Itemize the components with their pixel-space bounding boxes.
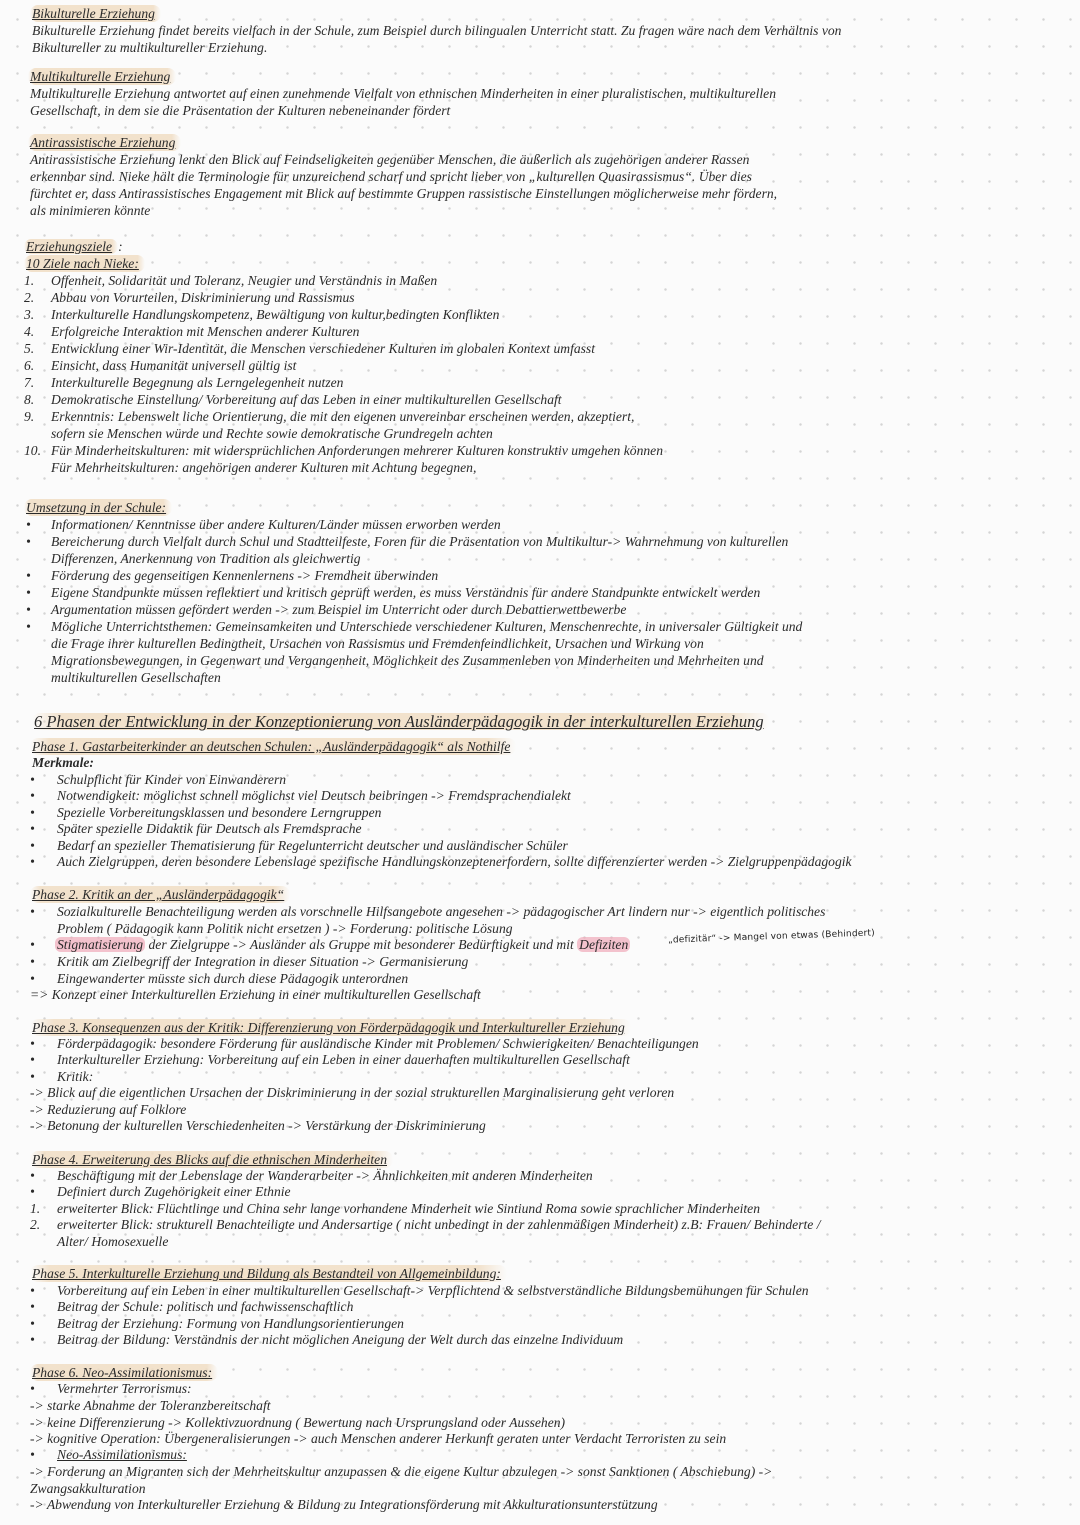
ziele-heading-wrap (24, 238, 123, 255)
phase6-a3: -> kognitive Operation: Übergeneralisierungen -> auch Menschen anderer Herkunft geraten unter Verdacht Terroristen zu sein (30, 1431, 727, 1446)
phase4-heading: Phase 4. Erweiterung des Blicks auf die ethnischen Minderheiten (30, 1151, 393, 1168)
ziel-item: Entwicklung einer Wir-Identität, die Menschen verschiedener Kulturen im globalen Kontext umfasst (51, 341, 595, 356)
bullet-dot: • (30, 1447, 35, 1462)
antirassistisch-heading: Antirassistische Erziehung (28, 134, 181, 151)
phase6-a4: -> Forderung an Migranten sich der Mehrheitskultur anzupassen & die eigene Kultur abzulegen -> sonst Sanktionen ( Abschiebung) -> (30, 1464, 773, 1479)
phase5-item: Vorbereitung auf ein Leben in einer multikulturellen Gesellschaft-> Verpflichtend & selbstverständliche Bildungsbemühungen für Schulen (57, 1283, 809, 1298)
phase6-a6: -> Abwendung von Interkultureller Erziehung & Bildung zu Integrationsförderung mit Akkulturationsunterstützung (30, 1497, 658, 1512)
bullet-dot: • (26, 534, 31, 549)
umsetzung-item: Migrationsbewegungen, in Gegenwart und Vergangenheit, Möglichkeit des Zusammenleben von Minderheiten und Mehrheiten und (51, 653, 764, 668)
antirassistisch-line-2: erkennbar sind. Nieke hält die Terminologie für unzureichend scharf und spricht lieber von „kulturellen Quasirassismus“. Über dies (30, 169, 752, 184)
ziel-item: Interkulturelle Begegnung als Lerngelegenheit nutzen (51, 375, 344, 390)
phase2-item2 (55, 936, 630, 953)
phase2-bullet-1 (30, 903, 35, 920)
bullet-dot: • (30, 1283, 35, 1298)
antirassistisch-line-4: als minimieren könnte (30, 203, 151, 218)
phase6-a5: Zwangsakkulturation (30, 1481, 146, 1496)
bikulturell-line-1: Bikulturelle Erziehung findet bereits vielfach in der Schule, zum Beispiel durch bilingualen Unterricht statt. Zu fragen wäre nach dem Verhältnis von (32, 23, 842, 38)
phase2-item1a: Sozialkulturelle Benachteiligung werden als vorschnelle Hilfsangebote angesehen -> pädagogischer Art lindern nur -> eigentlich politisches (57, 904, 826, 919)
bikulturell-line-2: Bikultureller zu multikultureller Erziehung. (32, 40, 268, 55)
bullet-dot: • (30, 954, 35, 969)
phasen-title: 6 Phasen der Entwicklung in der Konzeptionierung von Ausländerpädagogik in der interkulturellen Erziehung (32, 713, 770, 730)
bullet-dot: • (30, 821, 35, 836)
phase4-item: Beschäftigung mit der Lebenslage der Wanderarbeiter -> Ähnlichkeiten mit anderen Minderheiten (57, 1168, 593, 1183)
phase3-heading: Phase 3. Konsequenzen aus der Kritik: Differenzierung von Förderpädagogik und Interkultureller Erziehung (30, 1019, 631, 1036)
bullet-dot: • (30, 838, 35, 853)
phase4-item: erweiterter Blick: Flüchtlinge und China sehr lange vorhandene Minderheit wie Sintiund Roma sowie sprachlicher Minderheiten (57, 1201, 760, 1216)
bullet-dot: • (30, 1036, 35, 1051)
bullet-dot: • (30, 805, 35, 820)
ziele-subheading: 10 Ziele nach Nieke: (24, 255, 145, 272)
bullet-dot: • (30, 1381, 35, 1396)
phase6-bullet-1 (30, 1380, 35, 1397)
ziel-number: 2. (24, 290, 35, 305)
bikulturell-heading: Bikulturelle Erziehung (30, 5, 161, 22)
phase3-arrow-line: -> Reduzierung auf Folklore (30, 1102, 187, 1117)
phase2-item1b: Problem ( Pädagogik kann Politik nicht ersetzen ) -> Forderung: politische Lösung (57, 921, 513, 936)
bullet-dot: • (30, 1316, 35, 1331)
ziel-item: Für Mehrheitskulturen: angehörigen anderer Kulturen mit Achtung begegnen, (51, 460, 477, 475)
phase3-item: Kritik: (57, 1069, 94, 1084)
ziel-number: 3. (24, 307, 35, 322)
bullet-dot: • (26, 517, 31, 532)
phase4-item: erweiterter Blick: strukturell Benachteiligte und Andersartige ( nicht unbedingt in der zahlenmäßigen Minderheit) z.B: Frauen/ Behinderte / (57, 1217, 821, 1232)
umsetzung-item: Bereicherung durch Vielfalt durch Schul und Stadtteilfeste, Foren für die Präsentation von Multikultur-> Wahrnehmung von kulturellen (51, 534, 789, 549)
phase4-item: Alter/ Homosexuelle (57, 1234, 169, 1249)
phase2-item4: Eingewanderter müsste sich durch diese Pädagogik unterordnen (57, 971, 409, 986)
bullet-marker: 2. (30, 1217, 41, 1232)
ziel-item: Demokratische Einstellung/ Vorbereitung auf das Leben in einer multikulturellen Gesellschaft (51, 392, 562, 407)
phase1-item: Schulpflicht für Kinder von Einwanderern (57, 772, 287, 787)
ziel-number: 4. (24, 324, 35, 339)
phase3-item: Interkultureller Erziehung: Vorbereitung auf ein Leben in einer dauerhaften multikulturellen Gesellschaft (57, 1052, 630, 1067)
bullet-marker: • (30, 1168, 35, 1183)
phase1-heading: Phase 1. Gastarbeiterkinder an deutschen Schulen: „Ausländerpädagogik“ als Nothilfe (30, 738, 516, 755)
bullet-dot: • (26, 602, 31, 617)
ziel-number: 7. (24, 375, 35, 390)
phase1-item: Spezielle Vorbereitungsklassen und besondere Lerngruppen (57, 805, 382, 820)
ziel-number: 10. (24, 443, 41, 458)
umsetzung-heading: Umsetzung in der Schule: (24, 499, 172, 516)
handwritten-note: „defizitär“ -> Mangel von etwas (Behindert) (667, 928, 876, 946)
phase2-item3: Kritik am Zielbegriff der Integration in dieser Situation -> Germanisierung (57, 954, 469, 969)
ziel-item: Abbau von Vorurteilen, Diskriminierung und Rassismus (51, 290, 355, 305)
bullet-dot: • (30, 937, 35, 952)
phase2-bullet-3 (30, 953, 35, 970)
phase4-item: Definiert durch Zugehörigkeit einer Ethnie (57, 1184, 291, 1199)
umsetzung-item: die Frage ihrer kulturellen Bedingtheit, Ursachen von Rassismus und Fremdenfeindlichkeit, Ursachen und Wirkung von (51, 636, 704, 651)
bullet-dot: • (30, 904, 35, 919)
phase2-heading: Phase 2. Kritik an der „Ausländerpädagogik“ (30, 886, 290, 903)
phase1-merkmale: Merkmale: (32, 755, 94, 770)
phase3-item: Förderpädagogik: besondere Förderung für ausländische Kinder mit Problemen/ Schwierigkeiten/ Benachteiligungen (57, 1036, 699, 1051)
ziele-heading-colon: : (118, 239, 123, 254)
phase5-item: Beitrag der Schule: politisch und fachwissenschaftlich (57, 1299, 354, 1314)
bullet-dot: • (30, 1069, 35, 1084)
ziel-number: 8. (24, 392, 35, 407)
multikulturell-line-2: Gesellschaft, in dem sie die Präsentation der Kulturen nebeneinander fördert (30, 103, 451, 118)
phase6-heading: Phase 6. Neo-Assimilationismus: (30, 1364, 218, 1381)
stigmatisierung-highlight: Stigmatisierung (57, 937, 144, 952)
phase2-bullet-4 (30, 970, 35, 987)
ziel-number: 9. (24, 409, 35, 424)
phase1-item: Später spezielle Didaktik für Deutsch als Fremdsprache (57, 821, 362, 836)
bullet-dot: • (30, 1299, 35, 1314)
multikulturell-heading: Multikulturelle Erziehung (28, 68, 176, 85)
ziel-item: Offenheit, Solidarität und Toleranz, Neugier und Verständnis in Maßen (51, 273, 438, 288)
phase6-b1: Vermehrter Terrorismus: (57, 1381, 192, 1396)
phase5-item: Beitrag der Bildung: Verständnis der nicht möglichen Aneigung der Welt durch das einzelne Individuum (57, 1332, 624, 1347)
ziel-number: 6. (24, 358, 35, 373)
bullet-dot: • (30, 971, 35, 986)
ziel-item: Erkenntnis: Lebenswelt liche Orientierung, die mit den eigenen unvereinbar erscheinen werden, akzeptiert, (51, 409, 635, 424)
phase2-item2-mid: der Zielgruppe -> Ausländer als Gruppe mit besonderer Bedürftigkeit und mit (145, 937, 578, 952)
phase1-item: Notwendigkeit: möglichst schnell möglichst viel Deutsch beibringen -> Fremdsprachendialekt (57, 788, 571, 803)
umsetzung-item: multikulturellen Gesellschaften (51, 670, 221, 685)
ziel-item: sofern sie Menschen würde und Rechte sowie demokratische Grundregeln achten (51, 426, 493, 441)
bullet-marker: 1. (30, 1201, 41, 1216)
phase1-item: Auch Zielgruppen, deren besondere Lebenslage spezifische Handlungskonzeptenerfordern, sollte differenzierter werden -> Zielgruppenpädagogik (57, 854, 852, 869)
multikulturell-line-1: Multikulturelle Erziehung antwortet auf einen zunehmende Vielfalt von ethnischen Minderheiten in einer pluralistischen, multikulturellen (30, 86, 777, 101)
ziel-item: Interkulturelle Handlungskompetenz, Bewältigung von kultur,bedingten Konflikten (51, 307, 500, 322)
phase6-a2: -> keine Differenzierung -> Kollektivzuordnung ( Bewertung nach Ursprungsland oder Aussehen) (30, 1415, 566, 1430)
phase2-bullet-2 (30, 936, 35, 953)
bullet-dot: • (26, 585, 31, 600)
umsetzung-item: Förderung des gegenseitigen Kennenlernens -> Fremdheit überwinden (51, 568, 439, 583)
phase2-result: => Konzept einer Interkulturellen Erziehung in einer multikulturellen Gesellschaft (30, 987, 481, 1002)
ziel-item: Erfolgreiche Interaktion mit Menschen anderer Kulturen (51, 324, 360, 339)
defiziten-highlight: Defiziten (579, 937, 629, 952)
umsetzung-item: Argumentation müssen gefördert werden -> zum Beispiel im Unterricht oder durch Debattierwettbewerbe (51, 602, 627, 617)
ziele-heading: Erziehungsziele (24, 239, 118, 254)
bullet-dot: • (26, 619, 31, 634)
phase3-arrow-line: -> Blick auf die eigentlichen Ursachen der Diskriminierung in der sozial strukturellen Marginalisierung geht verloren (30, 1085, 675, 1100)
ziel-item: Einsicht, dass Humanität universell gültig ist (51, 358, 297, 373)
antirassistisch-line-1: Antirassistische Erziehung lenkt den Blick auf Feindseligkeiten gegenüber Menschen, die äußerlich als zugehörigen anderer Rassen (30, 152, 750, 167)
umsetzung-item: Eigene Standpunkte müssen reflektiert und kritisch geprüft werden, es muss Verständnis für andere Standpunkte entwickelt werden (51, 585, 761, 600)
antirassistisch-line-3: fürchtet er, dass Antirassistisches Engagement mit Blick auf bestimmte Gruppen rassistische Einstellungen möglicherweise mehr fördern, (30, 186, 778, 201)
phase5-heading: Phase 5. Interkulturelle Erziehung und Bildung als Bestandteil von Allgemeinbildung: (30, 1265, 507, 1282)
umsetzung-item: Differenzen, Anerkennung von Tradition als gleichwertig (51, 551, 361, 566)
ziel-number: 5. (24, 341, 35, 356)
phase1-item: Bedarf an spezieller Thematisierung für Regelunterricht deutscher und ausländischer Schüler (57, 838, 568, 853)
bullet-dot: • (30, 854, 35, 869)
ziel-number: 1. (24, 273, 35, 288)
phase5-item: Beitrag der Erziehung: Formung von Handlungsorientierungen (57, 1316, 404, 1331)
phase3-arrow-line: -> Betonung der kulturellen Verschiedenheiten -> Verstärkung der Diskriminierung (30, 1118, 486, 1133)
bullet-dot: • (30, 788, 35, 803)
bullet-marker: • (30, 1184, 35, 1199)
bullet-dot: • (30, 1332, 35, 1347)
bullet-dot: • (30, 1052, 35, 1067)
umsetzung-item: Informationen/ Kenntnisse über andere Kulturen/Länder müssen erworben werden (51, 517, 501, 532)
bullet-dot: • (30, 772, 35, 787)
phase6-a1: -> starke Abnahme der Toleranzbereitschaft (30, 1398, 271, 1413)
ziel-item: Für Minderheitskulturen: mit widersprüchlichen Anforderungen mehrerer Kulturen konstruktiv umgehen können (51, 443, 663, 458)
bullet-dot: • (26, 568, 31, 583)
phase6-bullet-2 (30, 1446, 35, 1463)
umsetzung-item: Mögliche Unterrichtsthemen: Gemeinsamkeiten und Unterschiede verschiedener Kulturen, Menschenrechte, in universaler Gültigkeit und (51, 619, 803, 634)
phase6-b2: Neo-Assimilationismus: (57, 1447, 187, 1462)
